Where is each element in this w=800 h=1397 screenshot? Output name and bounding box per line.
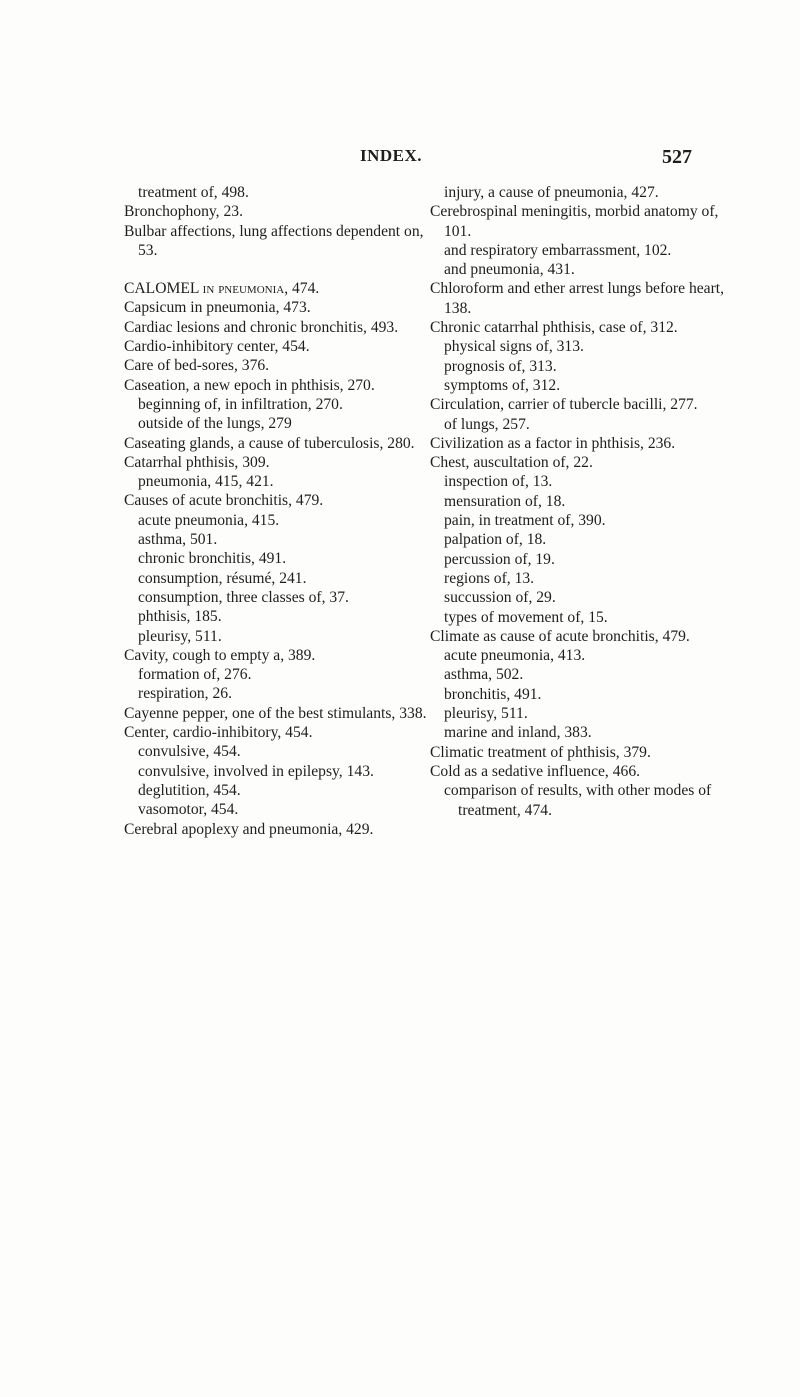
index-entry: Climatic treatment of phthisis, 379. bbox=[430, 743, 651, 761]
page-title: INDEX. bbox=[360, 146, 423, 165]
index-subentry: of lungs, 257. bbox=[444, 415, 530, 433]
index-subentry: outside of the lungs, 279 bbox=[138, 415, 292, 433]
index-entry: Caseating glands, a cause of tuberculosis, 280. bbox=[124, 434, 415, 452]
index-entry: Catarrhal phthisis, 309. bbox=[124, 453, 270, 471]
index-entry: Causes of acute bronchitis, 479. bbox=[124, 492, 324, 510]
index-subentry: percussion of, 19. bbox=[444, 550, 555, 568]
index-entry: Climate as cause of acute bronchitis, 479. bbox=[430, 627, 690, 645]
index-subentry: consumption, résumé, 241. bbox=[138, 569, 307, 587]
page-number: 527 bbox=[662, 146, 692, 168]
index-subentry: bronchitis, 491. bbox=[444, 685, 542, 703]
index-entry: Chronic catarrhal phthisis, case of, 312. bbox=[430, 319, 678, 337]
index-entry: Chloroform and ether arrest lungs before heart, 138. bbox=[430, 280, 725, 317]
index-entry: CALOMEL in pneumonia, 474. bbox=[124, 280, 320, 298]
index-entry: Caseation, a new epoch in phthisis, 270. bbox=[124, 376, 375, 394]
index-subentry: consumption, three classes of, 37. bbox=[138, 588, 349, 606]
index-subentry: physical signs of, 313. bbox=[444, 338, 584, 356]
index-subentry: chronic bronchitis, 491. bbox=[138, 550, 287, 568]
index-entry: Bronchophony, 23. bbox=[124, 203, 243, 221]
index-entry: Capsicum in pneumonia, 473. bbox=[124, 299, 311, 317]
index-entry: Center, cardio-inhibitory, 454. bbox=[124, 724, 313, 742]
index-subentry: comparison of results, with other modes of treatment, 474. bbox=[444, 782, 712, 819]
index-subentry: and respiratory embarrassment, 102. bbox=[444, 241, 672, 259]
index-entry: Care of bed-sores, 376. bbox=[124, 357, 270, 375]
index-subentry: inspection of, 13. bbox=[444, 473, 553, 491]
index-entry: Cardiac lesions and chronic bronchitis, 493. bbox=[124, 318, 399, 336]
index-subentry: acute pneumonia, 415. bbox=[138, 511, 280, 529]
index-subentry: marine and inland, 383. bbox=[444, 724, 592, 742]
index-subentry: types of movement of, 15. bbox=[444, 608, 608, 626]
index-subentry: asthma, 502. bbox=[444, 666, 524, 684]
index-entry: Civilization as a factor in phthisis, 236. bbox=[430, 434, 676, 452]
index-subentry: beginning of, in infiltration, 270. bbox=[138, 395, 343, 413]
index-subentry: and pneumonia, 431. bbox=[444, 261, 575, 279]
index-entry: Bulbar affections, lung affections dependent on, 53. bbox=[124, 222, 424, 259]
index-subentry: succussion of, 29. bbox=[444, 589, 556, 607]
index-subentry: asthma, 501. bbox=[138, 531, 218, 549]
index-subentry: respiration, 26. bbox=[138, 685, 232, 703]
index-subentry: injury, a cause of pneumonia, 427. bbox=[444, 184, 659, 201]
index-subentry: phthisis, 185. bbox=[138, 608, 222, 626]
index-subentry: formation of, 276. bbox=[138, 666, 252, 684]
index-subentry: treatment of, 498. bbox=[138, 184, 249, 201]
index-subentry: convulsive, 454. bbox=[138, 743, 241, 761]
index-subentry: regions of, 13. bbox=[444, 569, 535, 587]
index-subentry: vasomotor, 454. bbox=[138, 801, 239, 819]
index-subentry: acute pneumonia, 413. bbox=[444, 647, 586, 665]
index-entry: Cold as a sedative influence, 466. bbox=[430, 762, 641, 780]
index-subentry: pain, in treatment of, 390. bbox=[444, 512, 606, 530]
index-subentry: deglutition, 454. bbox=[138, 781, 241, 799]
index-subentry: convulsive, involved in epilepsy, 143. bbox=[138, 762, 374, 780]
index-subentry: pleurisy, 511. bbox=[444, 705, 528, 723]
page-header bbox=[0, 146, 800, 172]
index-column-left bbox=[124, 183, 429, 839]
index-subentry: palpation of, 18. bbox=[444, 531, 547, 549]
index-subentry: prognosis of, 313. bbox=[444, 357, 557, 375]
index-subentry: pneumonia, 415, 421. bbox=[138, 473, 274, 491]
index-column-right bbox=[430, 183, 735, 820]
index-entry: Cardio-inhibitory center, 454. bbox=[124, 338, 310, 356]
index-entry: Cayenne pepper, one of the best stimulants, 338. bbox=[124, 704, 427, 722]
index-entry: Cerebrospinal meningitis, morbid anatomy of, 101. bbox=[430, 203, 719, 240]
index-entry: Cavity, cough to empty a, 389. bbox=[124, 646, 316, 664]
index-entry: Cerebral apoplexy and pneumonia, 429. bbox=[124, 820, 374, 838]
index-subentry: pleurisy, 511. bbox=[138, 627, 222, 645]
index-entry: Chest, auscultation of, 22. bbox=[430, 454, 593, 472]
index-entry: Circulation, carrier of tubercle bacilli, 277. bbox=[430, 396, 698, 414]
index-subentry: symptoms of, 312. bbox=[444, 376, 561, 394]
index-subentry: mensuration of, 18. bbox=[444, 492, 566, 510]
